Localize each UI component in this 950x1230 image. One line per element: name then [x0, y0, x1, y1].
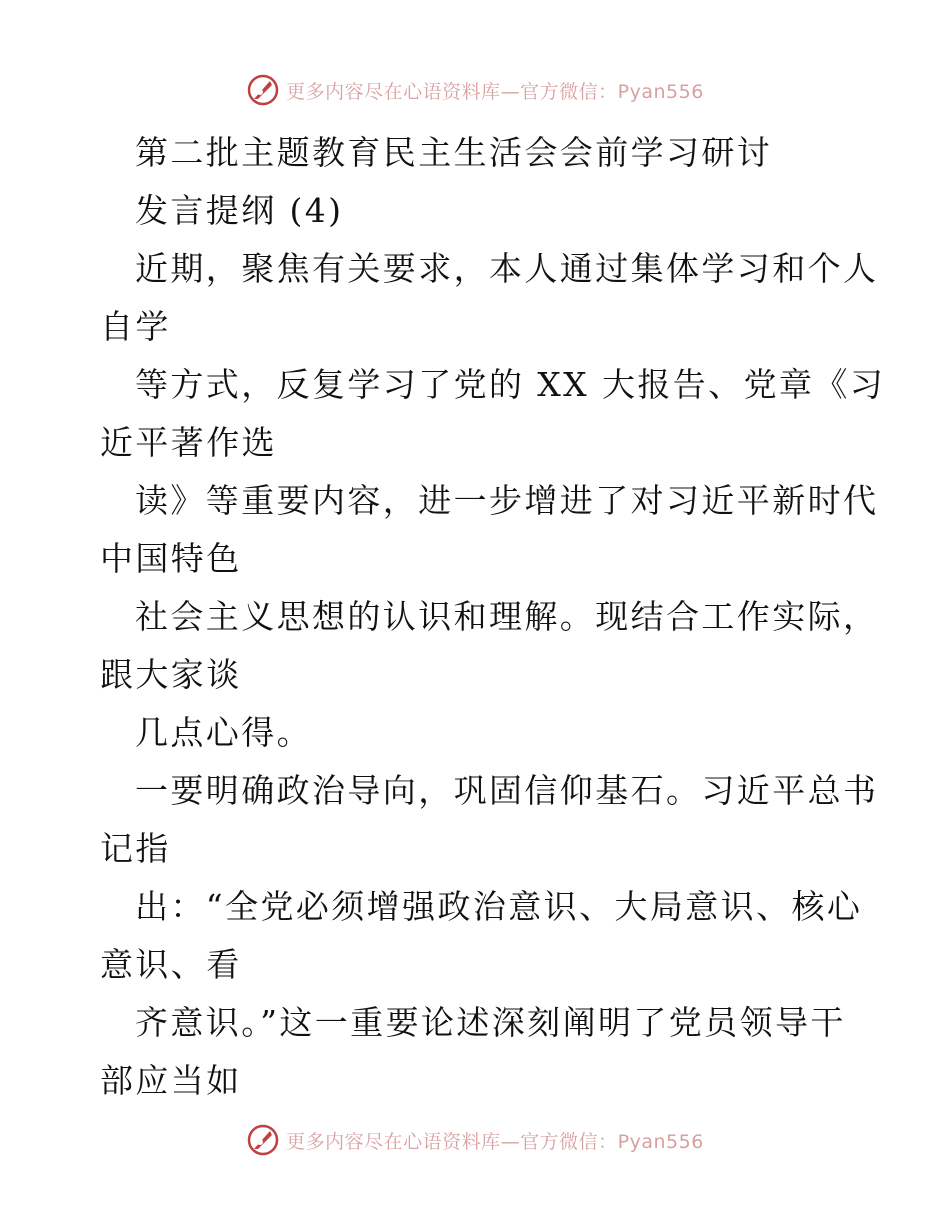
text-line: 部应当如: [100, 1061, 242, 1100]
text-line: 记指: [100, 829, 171, 868]
text-line: 几点心得。: [135, 713, 312, 752]
text-line: 中国特色: [100, 539, 242, 578]
text-line: 意识、看: [100, 945, 242, 984]
text-line: 读》等重要内容，进一步增进了对习近平新时代: [135, 481, 879, 520]
text-line: 跟大家谈: [100, 655, 242, 694]
text-line: 齐意识。”这一重要论述深刻阐明了党员领导干: [135, 1003, 846, 1042]
watermark-text: 更多内容尽在心语资料库—官方微信：Pyan556: [286, 1130, 704, 1153]
text-line: 出：“全党必须增强政治意识、大局意识、核心: [135, 887, 863, 926]
text-line: 发言提纲 (4): [135, 191, 344, 230]
text-line: 近期，聚焦有关要求，本人通过集体学习和个人: [135, 249, 879, 288]
text-line: 近平著作选: [100, 423, 277, 462]
text-line: 一要明确政治导向，巩固信仰基石。习近平总书: [135, 771, 879, 810]
watermark-banner-top: [0, 70, 950, 110]
watermark-banner-bottom: [0, 1120, 950, 1160]
feather-logo-icon: [246, 1123, 280, 1157]
text-line: 自学: [100, 307, 171, 346]
watermark-text: 更多内容尽在心语资料库—官方微信：Pyan556: [286, 80, 704, 103]
feather-logo-icon: [246, 73, 280, 107]
text-line: 第二批主题教育民主生活会会前学习研讨: [135, 133, 773, 172]
text-line: 等方式，反复学习了党的 XX 大报告、党章《习: [135, 365, 886, 404]
document-body: [0, 124, 950, 1110]
text-line: 社会主义思想的认识和理解。现结合工作实际，: [135, 597, 879, 636]
